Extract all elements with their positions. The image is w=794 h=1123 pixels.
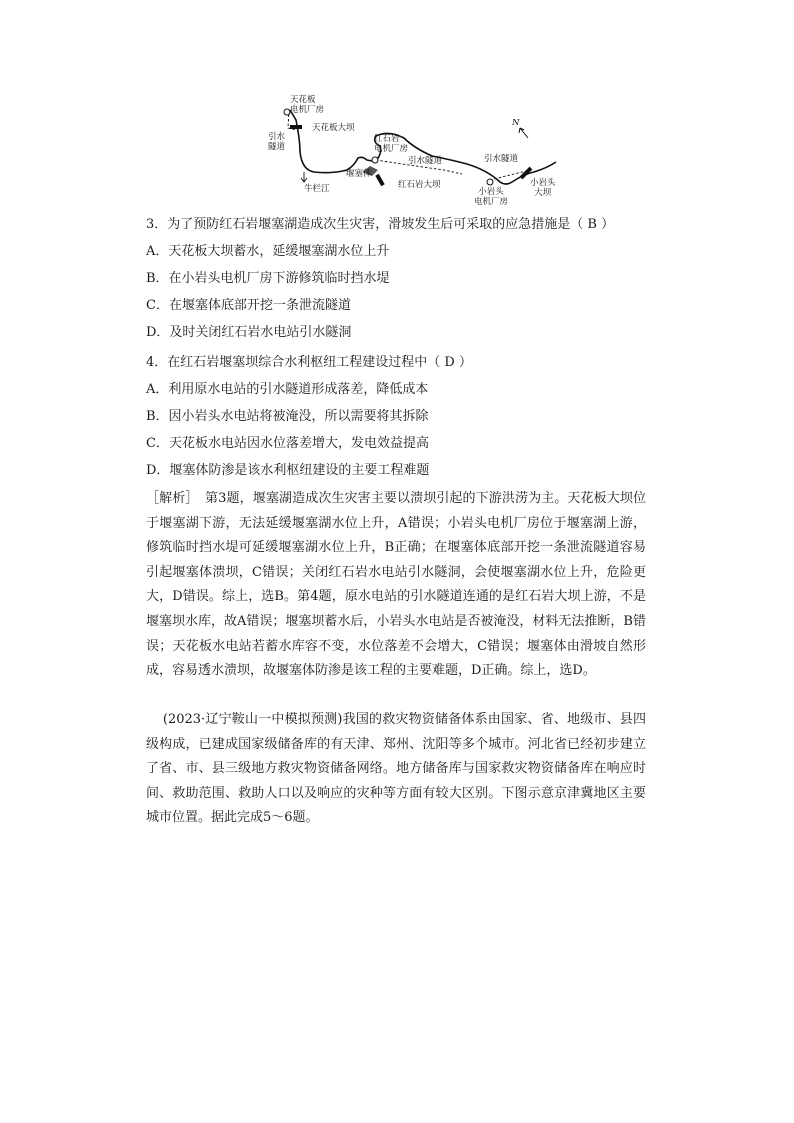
label-tunnel-right: 引水隧道 [484,154,519,164]
north-arrow-icon [519,128,528,138]
label-xiaoyantou-plant: 小岩头 电机厂房 [474,187,509,207]
hongshiyan-dam-mark [375,174,384,186]
q3-stem: 3．为了预防红石岩堰塞湖造成次生灾害，滑坡发生后可采取的应急措施是（ B ） [146,217,615,232]
label-niulanjiang: 牛栏江 [304,184,330,194]
intro-paragraph [146,708,646,831]
tianhuaban-dam-mark [290,125,302,129]
q4-option-a: A．利用原水电站的引水隧道形成落差，降低成本 [146,382,429,397]
intro-text: (2023·辽宁鞍山一中模拟预测)我国的救灾物资储备体系由国家、省、地级市、县四级构成，已建成国家级储备库的有天津、郑州、沈阳等多个城市。河北省已经初步建立了省、市、县三级地方救灾物资储备网络。地方储备库与国家救灾物资储备库在响应时间、救助范围、救助人口以及响应的灾种等方面有较大区别。下图示意京津冀地区主要城市位置。据此完成5～6题。 [146,712,646,826]
xiaoyantou-plant-mark [487,179,493,185]
q3-option-c: C．在堰塞体底部开挖一条泄流隧道 [146,298,351,313]
river-diagram [262,90,592,207]
label-hongshiyan-plant: 红石岩 电机厂房 [374,134,409,154]
analysis-text: ［解析］ 第3题，堰塞湖造成次生灾害主要以溃坝引起的下游洪涝为主。天花板大坝位于堰塞湖下游，无法延缓堰塞湖水位上升，A错误；小岩头电机厂房位于堰塞湖上游，修筑临时挡水堤可延缓堰塞湖水位上升，B正确；在堰塞体底部开挖一条泄流隧道容易引起堰塞体溃坝，C错误；关闭红石岩水电站引水隧洞，会使堰塞湖水位上升，危险更大，D错误。综上，选B。第4题，原水电站的引水隧道连通的是红石岩大坝上游，不是堰塞坝水库，故A错误；堰塞坝蓄水后，小岩头水电站是否被淹没，材料无法推断，B错误；天花板水电站若蓄水库容不变，水位落差不会增大，C错误；堰塞体由滑坡自然形成，容易透水溃坝，故堰塞体防渗是该工程的主要难题，D正确。综上，选D。 [146,491,646,679]
label-hongshiyan-dam: 红石岩大坝 [398,180,441,190]
label-dam-body: 堰塞体 [346,169,372,179]
label-tunnel-mid: 引水隧道 [408,156,443,166]
label-tianhuaban-dam: 天花板大坝 [312,123,355,133]
label-tianhuaban-plant: 天花板 电机厂房 [290,95,325,115]
hongshiyan-plant-mark [372,157,378,163]
label-tunnel-left: 引水 隧道 [268,132,286,152]
label-xiaoyantou-dam: 小岩头 大坝 [530,178,556,198]
q4-option-b: B．因小岩头水电站将被淹没，所以需要将其拆除 [146,409,429,424]
label-north: N [512,118,520,128]
q4-option-d: D．堰塞体防渗是该水利枢纽建设的主要工程难题 [146,463,430,478]
q3-option-a: A．天花板大坝蓄水，延缓堰塞湖水位上升 [146,244,390,259]
river-flow-arrow [301,172,307,182]
q3-option-d: D．及时关闭红石岩水电站引水隧洞 [146,325,352,340]
analysis-paragraph [146,487,646,684]
q4-stem: 4．在红石岩堰塞坝综合水利枢纽工程建设过程中（ D ） [146,355,472,370]
q4-option-c: C．天花板水电站因水位落差增大，发电效益提高 [146,436,429,451]
q3-option-b: B．在小岩头电机厂房下游修筑临时挡水堤 [146,271,390,286]
